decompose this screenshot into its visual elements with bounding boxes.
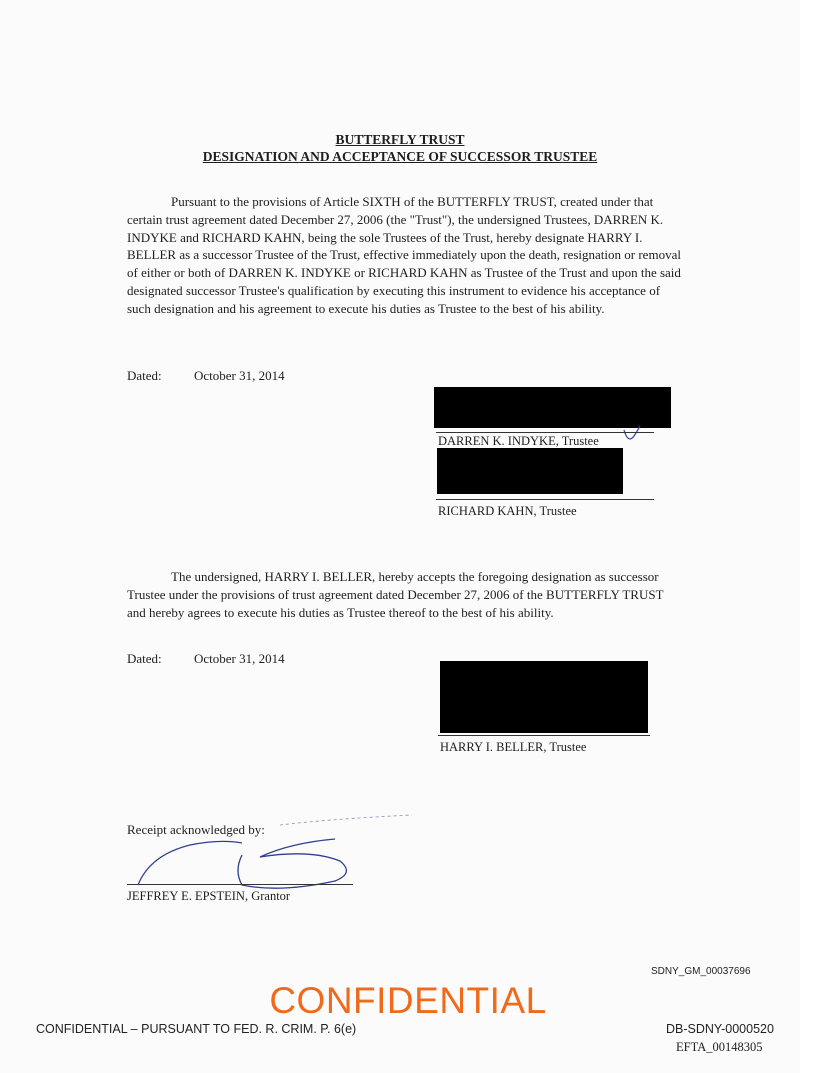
receipt-label: Receipt acknowledged by: [127,822,265,837]
designation-text: Pursuant to the provisions of Article SIXTH of the BUTTERFLY TRUST, created under that certain trust agreement dated December 27, 2006 (the "Trust"), the undersigned Trustees, DARREN K. INDYKE and RICHARD KAHN, being the sole Trustees of the Trust, hereby designate HARRY I. BELLER as a successor Trustee of the Trust, effective immediately upon the death, resignation or removal of either or both of DARREN K. INDYKE or RICHARD KAHN as Trustee of the Trust and upon the said designated successor Trustee's qualification by executing this instrument to evidence his acceptance of such designation and his agreement to execute his duties as Trustee to the best of his ability. [127,194,681,316]
acceptance-text: The undersigned, HARRY I. BELLER, hereby accepts the foregoing designation as successor Trustee under the provisions of trust agreement dated December 27, 2006 of the BUTTERFLY TRUST and hereby agrees to execute his duties as Trustee thereof to the best of his ability. [127,569,664,620]
grantor-signature-scribble [130,815,430,895]
signature-label-3: HARRY I. BELLER, Trustee [440,740,587,754]
dated-value-1: October 31, 2014 [194,368,285,383]
signature-line-2 [436,499,654,500]
efta-number: EFTA_00148305 [676,1040,763,1054]
footer-confidential-notice: CONFIDENTIAL – PURSUANT TO FED. R. CRIM. P. 6(e) [36,1022,357,1036]
redaction-signature-3 [440,661,648,733]
confidential-stamp: CONFIDENTIAL [269,980,547,1021]
dated-label-1: Dated: [127,368,162,383]
signature-label-2: RICHARD KAHN, Trustee [438,504,577,518]
document-title: BUTTERFLY TRUST [335,132,465,147]
signature-line-3 [438,735,650,736]
signature-line-1 [436,432,654,433]
grantor-signature-line [127,884,353,885]
redaction-signature-2 [437,448,623,494]
grantor-label: JEFFREY E. EPSTEIN, Grantor [127,889,291,903]
document-subtitle: DESIGNATION AND ACCEPTANCE OF SUCCESSOR TRUSTEE [202,149,598,164]
signature-1-stroke [610,420,650,450]
footer-bates-number: DB-SDNY-0000520 [666,1022,774,1036]
bates-stamp-top: SDNY_GM_00037696 [651,966,751,977]
page-edge [800,0,816,1073]
designation-paragraph [127,193,685,318]
dated-value-2: October 31, 2014 [194,651,285,666]
document-heading [0,131,800,165]
acceptance-paragraph [127,568,685,621]
dated-label-2: Dated: [127,651,162,666]
signature-label-1: DARREN K. INDYKE, Trustee [438,434,599,448]
